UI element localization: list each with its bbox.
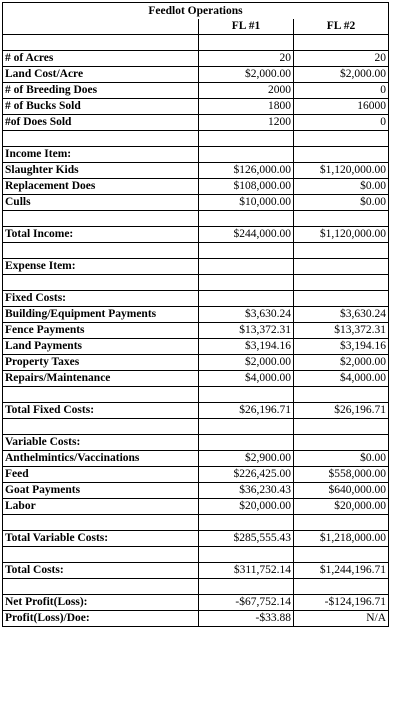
row-label: Land Cost/Acre: [3, 67, 199, 83]
fl2-value: [294, 35, 389, 51]
fl1-value: [199, 291, 294, 307]
table-row: [3, 531, 389, 547]
fl1-value: 2000: [199, 83, 294, 99]
fl1-value: $311,752.14: [199, 563, 294, 579]
row-label: [3, 387, 199, 403]
fl1-value: $2,900.00: [199, 451, 294, 467]
fl2-value: $13,372.31: [294, 323, 389, 339]
fl2-value: [294, 147, 389, 163]
table-row: [3, 611, 389, 627]
fl2-value: $1,120,000.00: [294, 163, 389, 179]
table-row: [3, 371, 389, 387]
fl1-value: 1200: [199, 115, 294, 131]
fl1-value: [199, 419, 294, 435]
fl2-value: [294, 387, 389, 403]
row-label: [3, 547, 199, 563]
fl2-value: $4,000.00: [294, 371, 389, 387]
row-label: Fence Payments: [3, 323, 199, 339]
table-row: [3, 387, 389, 403]
fl2-value: $3,630.24: [294, 307, 389, 323]
fl2-value: $20,000.00: [294, 499, 389, 515]
table-row: [3, 563, 389, 579]
fl2-value: [294, 275, 389, 291]
row-label: Fixed Costs:: [3, 291, 199, 307]
row-label: Net Profit(Loss):: [3, 595, 199, 611]
fl2-value: 0: [294, 115, 389, 131]
fl1-value: [199, 147, 294, 163]
table-row: [3, 131, 389, 147]
table-row: [3, 467, 389, 483]
row-label: # of Acres: [3, 51, 199, 67]
row-label: Total Costs:: [3, 563, 199, 579]
table-row: [3, 355, 389, 371]
row-label: Land Payments: [3, 339, 199, 355]
column-header-fl2: FL #2: [294, 19, 389, 35]
fl2-value: [294, 291, 389, 307]
fl2-value: [294, 515, 389, 531]
table-row: [3, 83, 389, 99]
fl2-value: $0.00: [294, 451, 389, 467]
fl2-value: [294, 243, 389, 259]
row-label: [3, 579, 199, 595]
table-row: [3, 163, 389, 179]
fl1-value: [199, 211, 294, 227]
fl2-value: $0.00: [294, 195, 389, 211]
row-label: #of Does Sold: [3, 115, 199, 131]
table-row: [3, 243, 389, 259]
fl2-value: 16000: [294, 99, 389, 115]
fl1-value: $244,000.00: [199, 227, 294, 243]
table-row: [3, 515, 389, 531]
fl2-value: $1,218,000.00: [294, 531, 389, 547]
row-label: Property Taxes: [3, 355, 199, 371]
table-row: [3, 323, 389, 339]
row-label: Culls: [3, 195, 199, 211]
column-header-fl1: FL #1: [199, 19, 294, 35]
fl1-value: -$33.88: [199, 611, 294, 627]
table-row: [3, 595, 389, 611]
row-label: Goat Payments: [3, 483, 199, 499]
table-title: Feedlot Operations: [3, 3, 389, 20]
table-row: [3, 499, 389, 515]
fl1-value: -$67,752.14: [199, 595, 294, 611]
fl1-value: $226,425.00: [199, 467, 294, 483]
row-label: [3, 35, 199, 51]
row-label: [3, 275, 199, 291]
fl2-value: $3,194.16: [294, 339, 389, 355]
table-row: [3, 227, 389, 243]
table-row: [3, 195, 389, 211]
fl1-value: [199, 435, 294, 451]
table-row: [3, 147, 389, 163]
table-row: [3, 435, 389, 451]
table-row: [3, 451, 389, 467]
fl2-value: 20: [294, 51, 389, 67]
row-label: Variable Costs:: [3, 435, 199, 451]
row-label: Slaughter Kids: [3, 163, 199, 179]
row-label: # of Bucks Sold: [3, 99, 199, 115]
fl2-value: [294, 419, 389, 435]
table-row: [3, 259, 389, 275]
fl1-value: $2,000.00: [199, 355, 294, 371]
fl1-value: [199, 131, 294, 147]
table-row: [3, 35, 389, 51]
fl1-value: [199, 547, 294, 563]
fl2-value: [294, 435, 389, 451]
table-row: [3, 179, 389, 195]
row-label: Anthelmintics/Vaccinations: [3, 451, 199, 467]
row-label: [3, 211, 199, 227]
fl2-value: $640,000.00: [294, 483, 389, 499]
row-label: Repairs/Maintenance: [3, 371, 199, 387]
row-label: [3, 131, 199, 147]
fl1-value: $26,196.71: [199, 403, 294, 419]
fl1-value: $108,000.00: [199, 179, 294, 195]
fl1-value: $36,230.43: [199, 483, 294, 499]
table-row: [3, 291, 389, 307]
fl2-value: [294, 579, 389, 595]
fl2-value: $0.00: [294, 179, 389, 195]
title-row: [3, 3, 389, 20]
table-row: [3, 99, 389, 115]
row-label: Labor: [3, 499, 199, 515]
table-row: [3, 419, 389, 435]
table-row: [3, 547, 389, 563]
fl2-value: -$124,196.71: [294, 595, 389, 611]
fl1-value: $285,555.43: [199, 531, 294, 547]
row-label: Replacement Does: [3, 179, 199, 195]
table-row: [3, 51, 389, 67]
fl2-value: [294, 131, 389, 147]
row-label: # of Breeding Does: [3, 83, 199, 99]
fl1-value: [199, 259, 294, 275]
fl1-value: $10,000.00: [199, 195, 294, 211]
row-label: Total Variable Costs:: [3, 531, 199, 547]
table-body: [3, 3, 389, 627]
fl2-value: [294, 259, 389, 275]
table-row: [3, 307, 389, 323]
fl1-value: $13,372.31: [199, 323, 294, 339]
fl2-value: $1,244,196.71: [294, 563, 389, 579]
row-label: Expense Item:: [3, 259, 199, 275]
row-label: [3, 515, 199, 531]
table-row: [3, 67, 389, 83]
table-row: [3, 579, 389, 595]
fl2-value: N/A: [294, 611, 389, 627]
fl1-value: $3,630.24: [199, 307, 294, 323]
fl2-value: $26,196.71: [294, 403, 389, 419]
table-row: [3, 483, 389, 499]
fl2-value: [294, 211, 389, 227]
column-header-row: [3, 19, 389, 35]
fl1-value: 1800: [199, 99, 294, 115]
row-label: Total Income:: [3, 227, 199, 243]
fl1-value: $126,000.00: [199, 163, 294, 179]
row-label: Profit(Loss)/Doe:: [3, 611, 199, 627]
fl1-value: [199, 35, 294, 51]
fl1-value: [199, 387, 294, 403]
fl2-value: $2,000.00: [294, 355, 389, 371]
row-label: [3, 243, 199, 259]
fl1-value: $3,194.16: [199, 339, 294, 355]
table-row: [3, 339, 389, 355]
fl2-value: 0: [294, 83, 389, 99]
table-row: [3, 211, 389, 227]
fl1-value: $20,000.00: [199, 499, 294, 515]
fl1-value: $4,000.00: [199, 371, 294, 387]
table-row: [3, 275, 389, 291]
table-row: [3, 115, 389, 131]
table-row: [3, 403, 389, 419]
fl2-value: $558,000.00: [294, 467, 389, 483]
fl1-value: [199, 515, 294, 531]
fl2-value: $1,120,000.00: [294, 227, 389, 243]
feedlot-operations-table: [2, 2, 389, 627]
fl1-value: [199, 275, 294, 291]
fl2-value: [294, 547, 389, 563]
row-label: Income Item:: [3, 147, 199, 163]
row-label: Feed: [3, 467, 199, 483]
fl1-value: [199, 579, 294, 595]
row-label: [3, 419, 199, 435]
fl1-value: 20: [199, 51, 294, 67]
row-label: Building/Equipment Payments: [3, 307, 199, 323]
row-label: Total Fixed Costs:: [3, 403, 199, 419]
column-header-label: [3, 19, 199, 35]
fl2-value: $2,000.00: [294, 67, 389, 83]
fl1-value: $2,000.00: [199, 67, 294, 83]
fl1-value: [199, 243, 294, 259]
